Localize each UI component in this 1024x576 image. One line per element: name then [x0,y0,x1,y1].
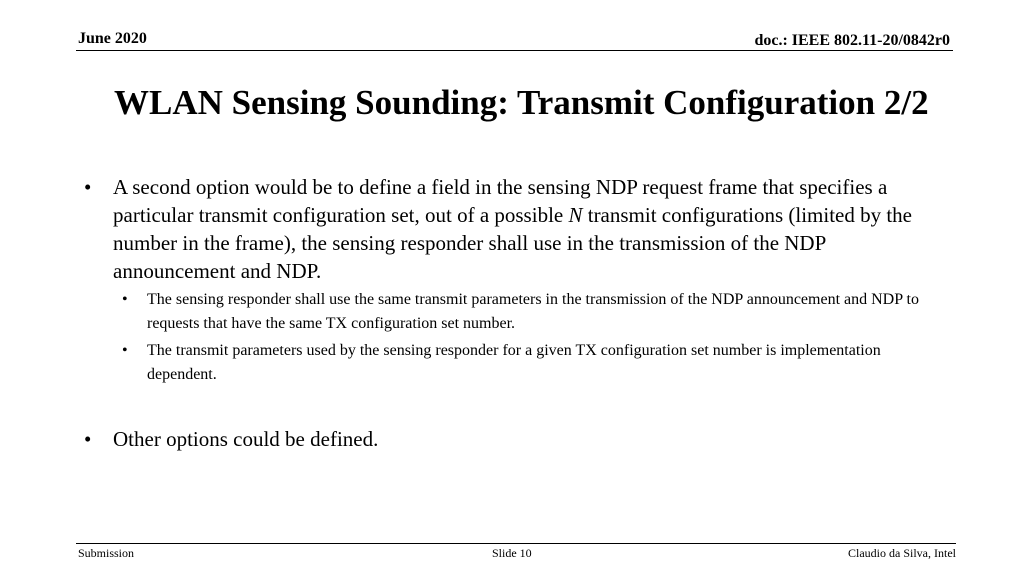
header-divider [76,50,953,51]
bullet-marker: • [84,427,92,451]
bullet-item [84,425,944,453]
sub-bullet-item [118,288,944,336]
sub-bullet-marker: • [122,291,128,308]
bullet-marker: • [84,175,92,199]
footer-slide-number: Slide 10 [492,546,532,560]
bullet-italic-n: N [568,203,583,227]
bullet-item [84,173,944,285]
slide-title: WLAN Sensing Sounding: Transmit Configuration 2/2 [114,83,929,122]
footer-submission: Submission [78,546,135,560]
footer-divider [76,543,956,544]
bullet-text-part: transmit configurations (limited by the number in the frame), the sensing responder shall use in the transmission of the NDP announcement and NDP. [113,203,913,283]
sub-bullet-text: The sensing responder shall use the same transmit parameters in the transmission of the NDP announcement and NDP to requests that have the same TX configuration set number. [147,291,919,332]
sub-bullet-item [118,339,944,387]
footer-author: Claudio da Silva, Intel [848,546,956,560]
header-doc-id: doc.: IEEE 802.11-20/0842r0 [754,32,950,49]
bullet-text-part: A second option would be to define a field in the sensing NDP request frame that specifies a particular transmit configuration set, out of a possible [113,175,888,227]
bullet-text [113,175,912,283]
header-date: June 2020 [78,30,147,47]
sub-bullet-text: The transmit parameters used by the sensing responder for a given TX configuration set number is implementation dependent. [147,342,881,383]
bullet-text: Other options could be defined. [113,427,379,451]
slide-body [84,173,944,453]
sub-bullet-marker: • [122,342,128,359]
